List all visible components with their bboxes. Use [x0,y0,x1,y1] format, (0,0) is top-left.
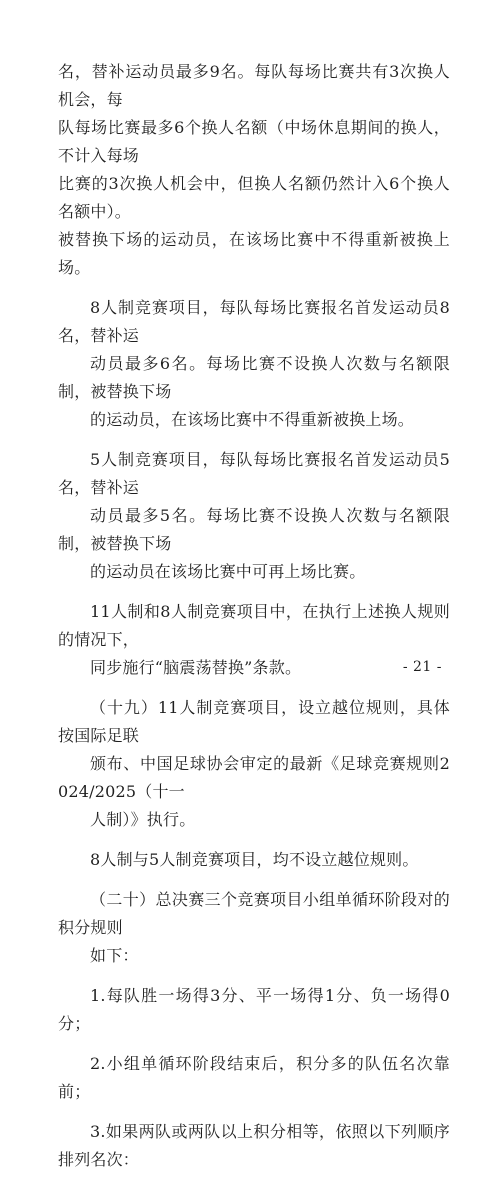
eight-a-side-paragraph [58,294,450,434]
text-line: 动员最多5名。每场比赛不设换人次数与名额限制，被替换下场 [58,506,450,553]
text-line: 队每场比赛最多6个换人名额（中场休息期间的换人，不计入每场 [58,118,450,165]
text-line: 比赛的3次换人机会中，但换人名额仍然计入6个换人名额中）。 [58,174,450,221]
points-rule-item-2 [58,1050,450,1106]
page-number: - 21 - [402,659,442,675]
text-line: 同步施行“脑震荡替换”条款。 [90,658,302,677]
text-line: 11人制和8人制竞赛项目中，在执行上述换人规则的情况下， [58,602,450,649]
offside-rule-paragraph [58,694,450,834]
document-body [58,58,450,1186]
points-rule-item-1 [58,982,450,1038]
text-line: 如下： [90,946,139,965]
text-line: 1.每队胜一场得3分、平一场得1分、负一场得0分； [58,986,450,1033]
five-a-side-paragraph [58,446,450,586]
text-line: （十九）11人制竞赛项目，设立越位规则，具体按国际足联 [58,698,450,745]
points-rules-intro-paragraph [58,886,450,970]
text-line: 被替换下场的运动员，在该场比赛中不得重新被换上场。 [58,230,450,277]
text-line: 8人制竞赛项目，每队每场比赛报名首发运动员8名，替补运 [58,298,450,345]
text-line: 的运动员，在该场比赛中不得重新被换上场。 [90,410,415,429]
text-line: 5人制竞赛项目，每队每场比赛报名首发运动员5名，替补运 [58,450,450,497]
text-line: 8人制与5人制竞赛项目，均不设立越位规则。 [90,850,419,869]
no-offside-paragraph [58,846,450,874]
text-line: 人制）》执行。 [90,810,196,829]
concussion-substitution-paragraph [58,598,450,682]
substitution-rules-paragraph [58,58,450,282]
text-line: 3.如果两队或两队以上积分相等，依照以下列顺序排列名次： [58,1122,450,1169]
text-line: 2.小组单循环阶段结束后，积分多的队伍名次靠前； [58,1054,450,1101]
text-line: 名，替补运动员最多9名。每队每场比赛共有3次换人机会，每 [58,62,450,109]
text-line: 颁布、中国足球协会审定的最新《足球竞赛规则2024/2025（十一 [58,754,450,801]
text-line: 动员最多6名。每场比赛不设换人次数与名额限制，被替换下场 [58,354,450,401]
text-line: 的运动员在该场比赛中可再上场比赛。 [90,562,366,581]
points-rule-item-3 [58,1118,450,1174]
text-line: （二十）总决赛三个竞赛项目小组单循环阶段对的积分规则 [58,890,450,937]
